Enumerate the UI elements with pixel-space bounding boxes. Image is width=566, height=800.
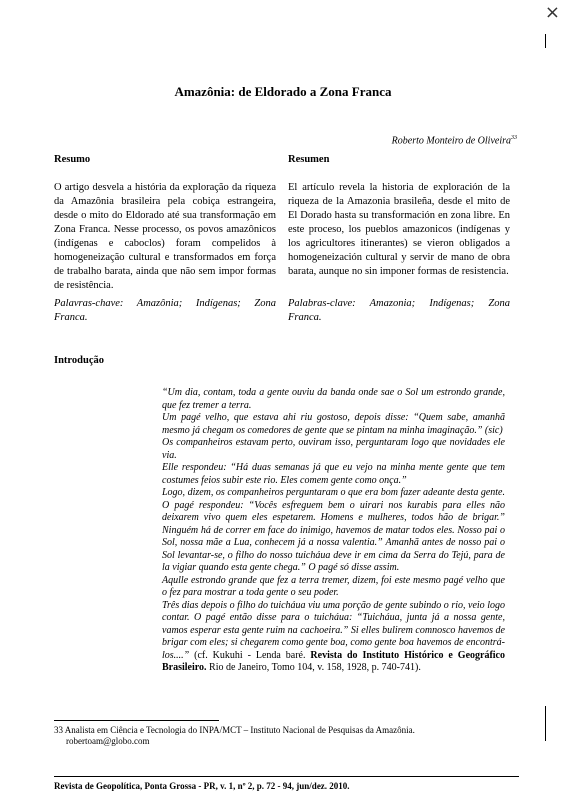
resumen-body: El artículo revela la historia de exploración de la riqueza de la Amazonia brasileña, desde el mito de El Dorado hasta su transformación en zona libre. En este proceso, los pueblos amazonicos (indígenas y los agricultores itinerantes) se vieron obligados a homogeneización cultural y servir de mano de obra barata, aunque no sin imponer formas de resistencia. (288, 182, 510, 277)
footnote-text: 33 Analista em Ciência e Tecnologia do INPA/MCT – Instituto Nacional de Pesquisas da Amazônia. (54, 725, 415, 735)
resumo-body: O artigo desvela a história da exploração da riqueza da Amazônia brasileira pela cobiça estrangeira, desde o mito do Eldorado até sua transformação em Zona Franca. Nesse processo, os povos amazônicos (indígenas e caboclos) foram compelidos à homogeneização cultural e transformados em força de trabalho barata, ainda que não sem impor formas de resistência. (54, 182, 276, 291)
footnote (54, 725, 519, 747)
margin-line-bottom (545, 706, 546, 741)
intro-heading: Introdução (54, 355, 104, 366)
resumo-heading: Resumo (54, 154, 91, 165)
citation-journal: Revista do Instituto Histórico e Geográfico Brasileiro. (162, 649, 505, 673)
author-line (392, 135, 517, 146)
quote-paragraph: Os companheiros estavam perto, ouviram isso, perguntaram logo que novidades ele via. (162, 437, 505, 461)
author-name: Roberto Monteiro de Oliveira (391, 135, 511, 147)
resumen-heading: Resumen (288, 154, 330, 165)
article-title: Amazônia: de Eldorado a Zona Franca (174, 84, 392, 99)
quote-paragraph: Um pagé velho, que estava ahi riu gostoso, depois disse: “Quem sabe, amanhã mesmo já chegam os comedores de gente que se pintam na minha imaginação.” (sic) (162, 412, 505, 436)
citation-suffix: Rio de Janeiro, Tomo 104, v. 158, 1928, p. 740-741). (206, 662, 421, 673)
quote-paragraph: Aqulle estrondo grande que fez a terra tremer, dizem, foi este mesmo pagé velho que o fez para mostrar a toda gente o seu poder. (162, 574, 505, 598)
quote-paragraph: Elle respondeu: “Há duas semanas já que eu vejo na minha mente gente que tem costumes feios subir este rio. Eles comem gente como onça.” (162, 462, 505, 486)
resumen-keywords: Palabras-clave: Amazonia; Indígenas; Zona Franca. (288, 298, 510, 323)
footnote-divider (54, 720, 219, 721)
quote-paragraph: Logo, dizem, os companheiros perguntaram o que era bom fazer adeante desta gente. O pagé respondeu: “Vocês esfreguem bem o uirari nos kurabis para elles não deixarem vivo quem eles espetarem. Homens e mulheres, todos hão de brigar.” Ninguém há de correr em face do inimigo, havemos de matar todos eles. Nosso pai o Sol, nossa mãe a Lua, conhecem já a nossa valentia.” Amanhã antes de nosso pai o Sol levantar-se, o filho do nosso tuicháua deve ir em cima da Serra do Tejú, para de la vigiar quando esta gente chega.” O pagé só disse assim. (162, 487, 505, 573)
citation-prefix: (cf. Kukuhi - Lenda baré. (189, 649, 311, 661)
intro-quote (162, 387, 505, 675)
author-footnote-mark: 33 (511, 135, 517, 141)
margin-line-top (545, 34, 546, 48)
close-icon[interactable]: × (544, 2, 560, 23)
quote-paragraph: “Um dia, contam, toda a gente ouviu da banda onde sae o Sol um estrondo grande, que fez tremer a terra. (162, 387, 505, 411)
footnote-email[interactable]: robertoam@globo.com (66, 736, 150, 746)
quote-paragraph-last (162, 600, 505, 675)
journal-footer: Revista de Geopolítica, Ponta Grossa - PR, v. 1, nº 2, p. 72 - 94, jun/dez. 2010. (54, 781, 350, 791)
resumo-keywords: Palavras-chave: Amazônia; Indígenas; Zona Franca. (54, 298, 276, 323)
quote-last-italic: Três dias depois o filho do tuicháua viu uma porção de gente subindo o rio, veio logo contar. O pagé então disse para o tuicháua: “Tuicháua, junta já a nossa gente, vamos esperar esta gente ruim na cachoeira.” Si elles bulirem comnosco havemos de brigar com eles; si chegarem como gente boa, como gente boa havemos de encontrá-los....” (162, 599, 505, 661)
footer-divider (54, 776, 519, 777)
page-corner (534, 0, 566, 32)
